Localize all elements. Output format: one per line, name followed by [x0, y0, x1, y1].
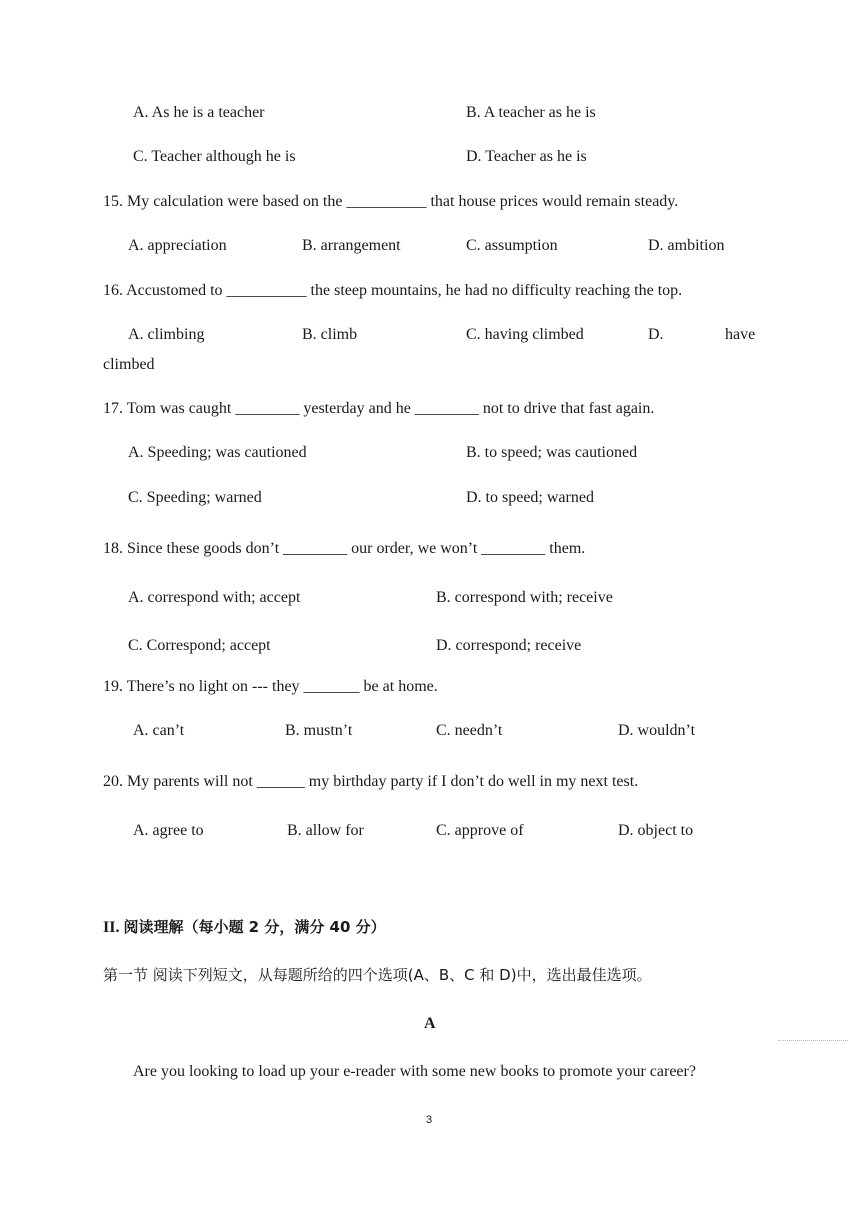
q16-option-d-letter: D. — [648, 326, 664, 343]
q16-option-c: C. having climbed — [466, 326, 584, 343]
q18-option-b: B. correspond with; receive — [436, 589, 613, 606]
q18-stem: 18. Since these goods don’t ________ our order, we won’t ________ them. — [103, 540, 586, 557]
q16-option-a: A. climbing — [128, 326, 205, 343]
q17-option-b: B. to speed; was cautioned — [466, 444, 638, 461]
q14-option-d: D. Teacher as he is — [466, 148, 587, 165]
q20-stem: 20. My parents will not ______ my birthday party if I don’t do well in my next test. — [103, 773, 639, 790]
q20-option-a: A. agree to — [133, 822, 204, 839]
q17-option-d: D. to speed; warned — [466, 489, 594, 506]
q19-option-a: A. can’t — [133, 722, 185, 739]
q14-option-a: A. As he is a teacher — [133, 104, 265, 121]
section-title: 阅读理解（每小题 2 分，满分 40 分） — [123, 918, 386, 936]
passage-first-line: Are you looking to load up your e-reader with some new books to promote your career? — [133, 1063, 696, 1080]
q20-option-d: D. object to — [618, 822, 694, 839]
q19-option-b: B. mustn’t — [285, 722, 353, 739]
q15-stem: 15. My calculation were based on the __________ that house prices would remain steady. — [103, 193, 679, 210]
q17-option-a: A. Speeding; was cautioned — [128, 444, 307, 461]
q14-option-b: B. A teacher as he is — [466, 104, 596, 121]
passage-label: A — [424, 1015, 436, 1032]
q15-option-c: C. assumption — [466, 237, 558, 254]
section-number: II. — [103, 919, 120, 936]
q14-option-c: C. Teacher although he is — [133, 148, 296, 165]
dotted-divider — [778, 1040, 848, 1041]
q19-option-c: C. needn’t — [436, 722, 503, 739]
section-heading — [103, 917, 386, 938]
q19-stem: 19. There’s no light on --- they _______ be at home. — [103, 678, 438, 695]
q15-option-d: D. ambition — [648, 237, 725, 254]
q15-option-a: A. appreciation — [128, 237, 227, 254]
q16-option-b: B. climb — [302, 326, 358, 343]
q20-option-b: B. allow for — [287, 822, 364, 839]
q16-option-d-word2: climbed — [103, 356, 155, 373]
q18-option-d: D. correspond; receive — [436, 637, 582, 654]
q17-stem: 17. Tom was caught ________ yesterday and he ________ not to drive that fast again. — [103, 400, 655, 417]
q16-option-d-word1: have — [725, 326, 756, 343]
q19-option-d: D. wouldn’t — [618, 722, 696, 739]
section-instruction: 第一节 阅读下列短文，从每题所给的四个选项(A、B、C 和 D)中，选出最佳选项。 — [103, 966, 652, 984]
page-number: 3 — [426, 1114, 433, 1126]
q18-option-a: A. correspond with; accept — [128, 589, 301, 606]
q15-option-b: B. arrangement — [302, 237, 401, 254]
q17-option-c: C. Speeding; warned — [128, 489, 262, 506]
q20-option-c: C. approve of — [436, 822, 524, 839]
q16-stem: 16. Accustomed to __________ the steep mountains, he had no difficulty reaching the top. — [103, 282, 683, 299]
q18-option-c: C. Correspond; accept — [128, 637, 271, 654]
